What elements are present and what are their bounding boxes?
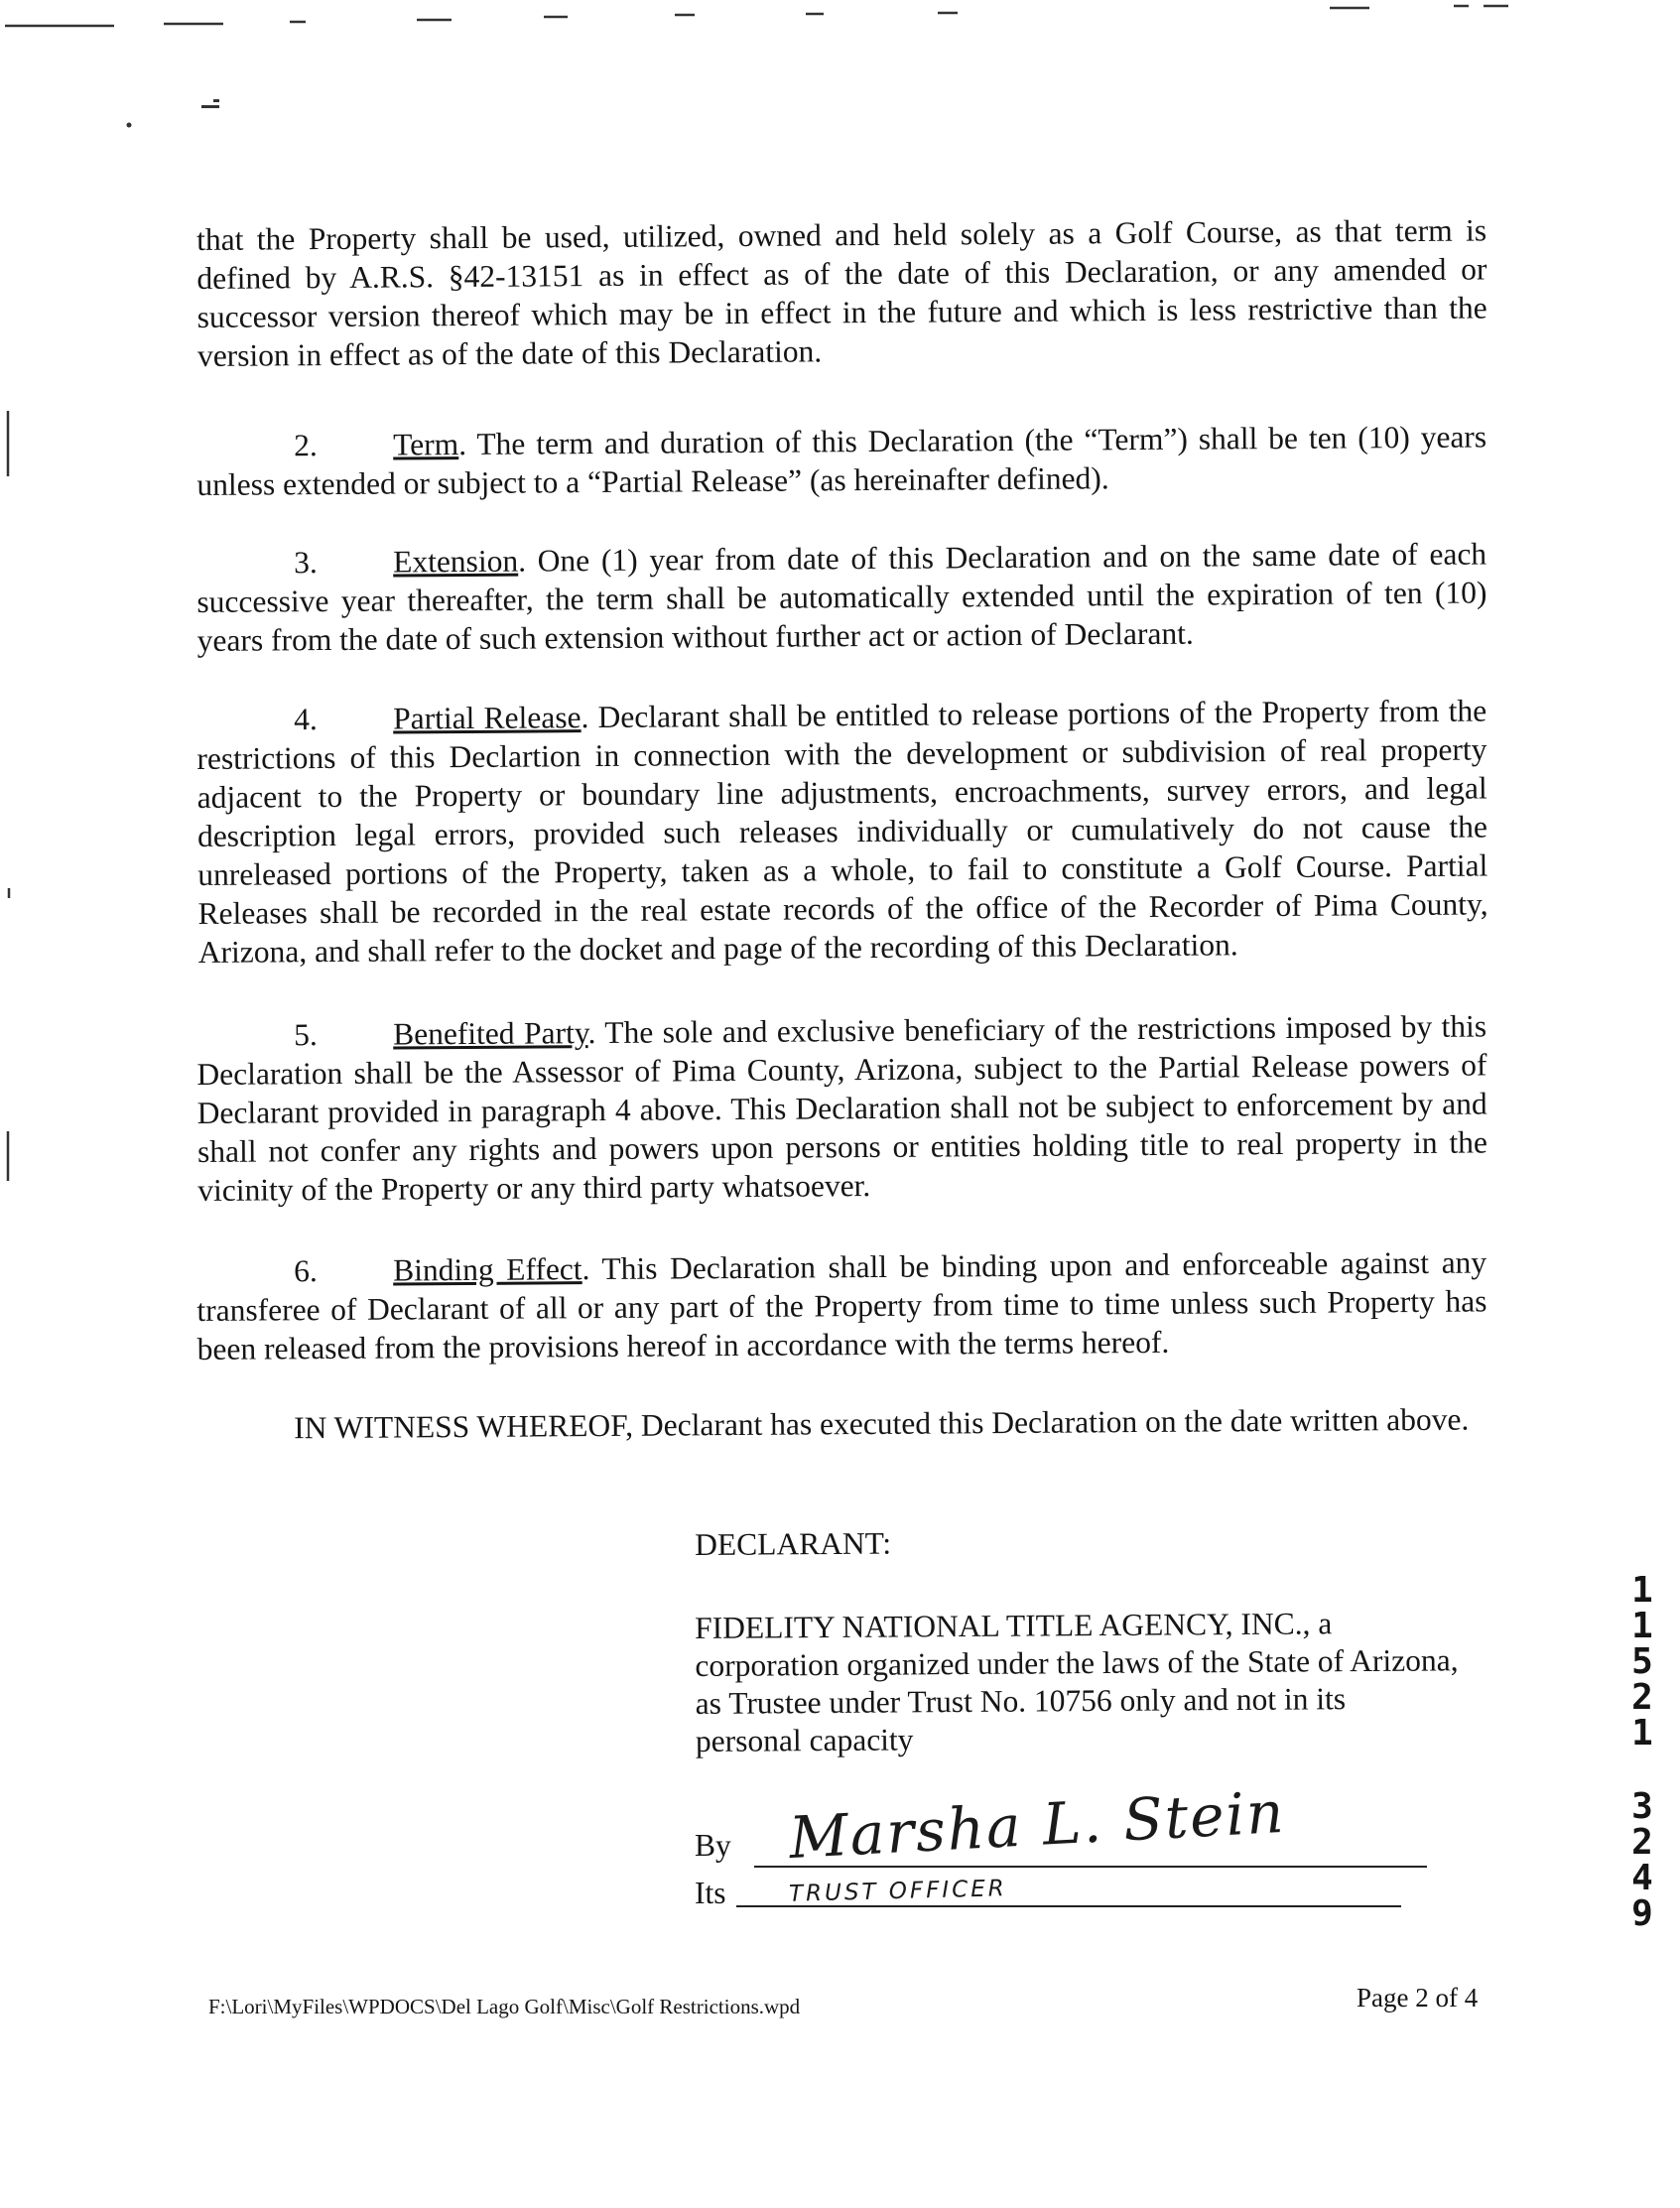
witness-section [196, 1399, 1486, 1448]
page-number: Page 2 of 4 [1357, 1983, 1479, 2013]
benefited-party-text: . The sole and exclusive beneficiary of the restrictions imposed by this Declaration shall be the Assessor of Pima County, Arizona, subject to the Partial Release powers of Declarant provided in paragraph 4 above. This Declaration shall not be subject to enforcement by and shall not confer any rights and powers upon persons or entities holding title to real property in the vicinity of the Property or any third party whatsoever. [196, 1008, 1488, 1208]
extension-number: 3. [294, 545, 318, 581]
partial-release-text: . Declarant shall be entitled to release portions of the Property from the restrictions of this Declartion in connection with the development or subdivision of real property adjacent to the Property or boundary line adjustments, encroachments, survey errors, and legal description legal errors, provided such releases individually or cumulatively do not cause the unreleased portions of the Property, taken as a whole, to fail to constitute a Golf Course. Partial Releases shall be recorded in the real estate records of the office of the Recorder of Pima County, Arizona, and shall refer to the docket and page of the recording of this Declaration. [196, 693, 1488, 970]
binding-effect-section [196, 1242, 1487, 1368]
extension-text: . One (1) year from date of this Declaration and on the same date of each successive year thereafter, the term shall be automatically extended until the expiration of ten (10) years from the date of such extension without further act or action of Declarant. [196, 536, 1487, 658]
entity-line: personal capacity [695, 1722, 914, 1758]
its-title: TRUST OFFICER [788, 1876, 1008, 1907]
partial-release-paragraph [196, 691, 1488, 972]
recording-digit: 1 [1631, 1713, 1653, 1753]
its-label: Its [695, 1876, 726, 1910]
declarant-entity [695, 1604, 1489, 1760]
recording-digit: 1 [1631, 1606, 1653, 1646]
entity-line: corporation organized under the laws of the State of Arizona, [695, 1642, 1459, 1683]
binding-effect-paragraph [196, 1242, 1487, 1368]
signature: Marsha L. Stein [787, 1777, 1287, 1873]
partial-release-number: 4. [294, 702, 318, 737]
recording-digit: 1 [1631, 1570, 1653, 1611]
binding-effect-number: 6. [294, 1253, 318, 1289]
term-paragraph [196, 417, 1487, 504]
benefited-party-heading: Benefited Party [393, 1015, 588, 1052]
partial-release-heading: Partial Release [393, 700, 582, 736]
binding-effect-text: . This Declaration shall be binding upon and enforceable against any transferee of Declarant of all or any part of the Property from time to time unless such Property has been released from the provisions hereof in accordance with the terms hereof. [196, 1244, 1487, 1366]
recording-digit: 3 [1631, 1786, 1653, 1827]
benefited-party-paragraph [196, 1006, 1487, 1210]
recording-number [1627, 1570, 1657, 1934]
benefited-party-number: 5. [294, 1017, 318, 1053]
by-label: By [695, 1828, 731, 1863]
extension-heading: Extension [393, 543, 519, 580]
term-section [196, 417, 1487, 504]
witness-paragraph: IN WITNESS WHEREOF, Declarant has executed this Declaration on the date written above. [294, 1401, 1470, 1446]
entity-line: as Trustee under Trust No. 10756 only and not in its [695, 1681, 1347, 1721]
intro-paragraph: that the Property shall be used, utilized, owned and held solely as a Golf Course, as that term is defined by A.R.S. §42-13151 as in effect as of the date of this Declaration, or any amended or successor version thereof which may be in effect in the future and which is less restrictive than the version in effect as of the date of this Declaration. [196, 212, 1487, 373]
term-text: . The term and duration of this Declaration (the “Term”) shall be ten (10) years unless extended or subject to a “Partial Release” (as hereinafter defined). [196, 419, 1487, 502]
term-number: 2. [294, 428, 318, 463]
body-text [196, 210, 1487, 375]
binding-effect-heading: Binding Effect [393, 1251, 582, 1288]
extension-section [196, 534, 1487, 660]
recording-digit: 4 [1631, 1858, 1653, 1898]
benefited-party-section [196, 1006, 1487, 1210]
file-path: F:\Lori\MyFiles\WPDOCS\Del Lago Golf\Misc\Golf Restrictions.wpd [208, 1995, 801, 2018]
term-heading: Term [393, 427, 459, 462]
recording-digit: 9 [1631, 1893, 1653, 1934]
partial-release-section [196, 691, 1488, 972]
recording-digit: 5 [1631, 1641, 1653, 1682]
recording-digit: 2 [1631, 1677, 1653, 1718]
recording-digit: 2 [1631, 1822, 1653, 1863]
declarant-label: DECLARANT: [695, 1525, 892, 1562]
entity-line: FIDELITY NATIONAL TITLE AGENCY, INC., a [695, 1606, 1333, 1645]
extension-paragraph [196, 534, 1487, 660]
